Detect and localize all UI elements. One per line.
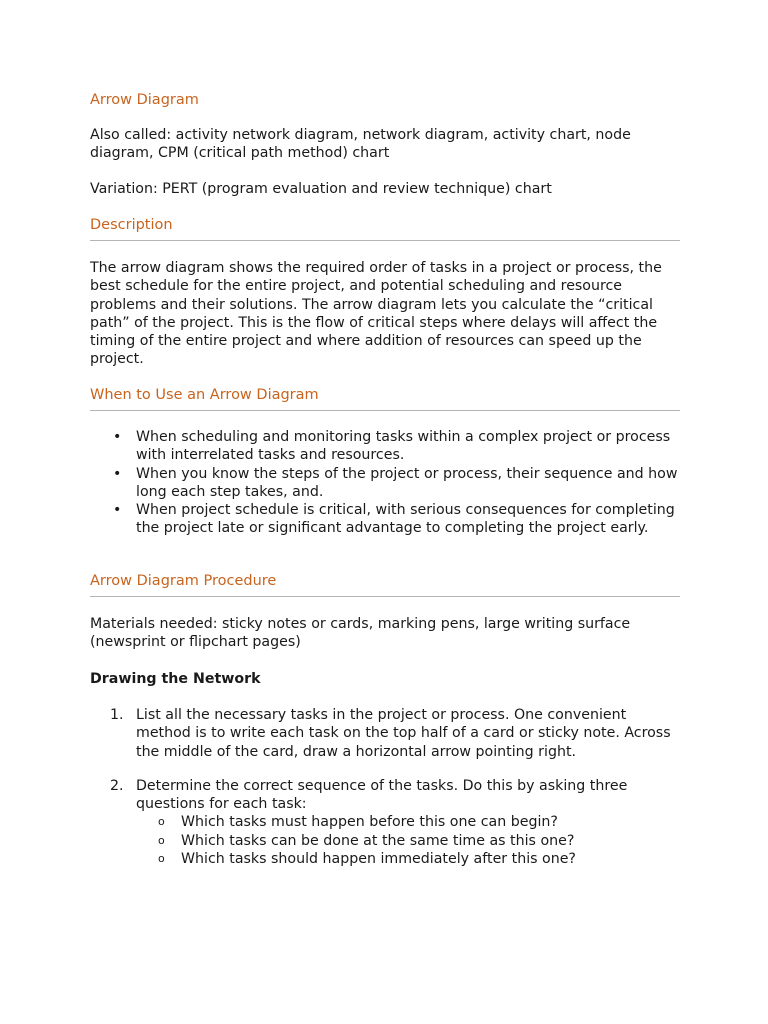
section-divider xyxy=(90,596,680,597)
list-item xyxy=(136,813,680,831)
list-item xyxy=(136,850,680,868)
description-heading: Description xyxy=(90,217,173,233)
list-item xyxy=(136,832,680,850)
also-called-paragraph: Also called: activity network diagram, network diagram, activity chart, node diagram, CPM (critical path method) chart xyxy=(90,127,631,162)
step-text: Determine the correct sequence of the tasks. Do this by asking three questions for each task: xyxy=(136,777,628,813)
list-item xyxy=(90,501,680,538)
drawing-network-subheading: Drawing the Network xyxy=(90,671,261,687)
sub-item-text: Which tasks must happen before this one can begin? xyxy=(181,814,558,831)
procedure-steps-list xyxy=(90,706,680,884)
step-text: List all the necessary tasks in the project or process. One convenient method is to write each task on the top half of a card or sticky note. Across the middle of the card, draw a horizontal arrow pointing right. xyxy=(136,707,671,760)
circle-bullet-icon: o xyxy=(158,852,165,866)
materials-paragraph: Materials needed: sticky notes or cards, marking pens, large writing surface (newsprint or flipchart pages) xyxy=(90,616,631,651)
when-to-use-list xyxy=(90,428,680,538)
list-item-text: When project schedule is critical, with serious consequences for completing the project late or significant advantage to completing the project early. xyxy=(136,502,675,537)
list-item-text: When you know the steps of the project or process, their sequence and how long each step takes, and. xyxy=(136,465,678,500)
sub-question-list xyxy=(136,813,680,868)
section-divider xyxy=(90,240,680,241)
list-item xyxy=(90,706,680,761)
sub-item-text: Which tasks can be done at the same time as this one? xyxy=(181,832,575,849)
procedure-heading: Arrow Diagram Procedure xyxy=(90,573,277,589)
bullet-icon: • xyxy=(113,465,122,482)
step-number: 2. xyxy=(110,777,124,794)
circle-bullet-icon: o xyxy=(158,815,165,829)
step-number: 1. xyxy=(110,707,124,723)
description-paragraph: The arrow diagram shows the required order of tasks in a project or process, the best schedule for the entire project, and potential scheduling and resource problems and their solutions. The arrow diagram lets you calculate the “critical path” of the project. This is the flow of critical steps where delays will affect the timing of the entire project and where addition of resources can speed up the project. xyxy=(90,260,662,368)
description-section-header xyxy=(90,215,680,241)
sub-item-text: Which tasks should happen immediately after this one? xyxy=(181,851,576,868)
procedure-section-header xyxy=(90,571,680,597)
bullet-icon: • xyxy=(113,502,122,519)
section-divider xyxy=(90,410,680,411)
list-item xyxy=(90,777,680,868)
list-item xyxy=(90,465,680,502)
when-to-use-heading: When to Use an Arrow Diagram xyxy=(90,387,319,403)
list-item-text: When scheduling and monitoring tasks within a complex project or process with interrelated tasks and resources. xyxy=(136,429,671,464)
variation-paragraph: Variation: PERT (program evaluation and review technique) chart xyxy=(90,181,552,197)
when-to-use-section-header xyxy=(90,385,680,411)
page-title: Arrow Diagram xyxy=(90,92,199,108)
circle-bullet-icon: o xyxy=(158,833,165,847)
bullet-icon: • xyxy=(113,429,122,445)
list-item xyxy=(90,428,680,465)
